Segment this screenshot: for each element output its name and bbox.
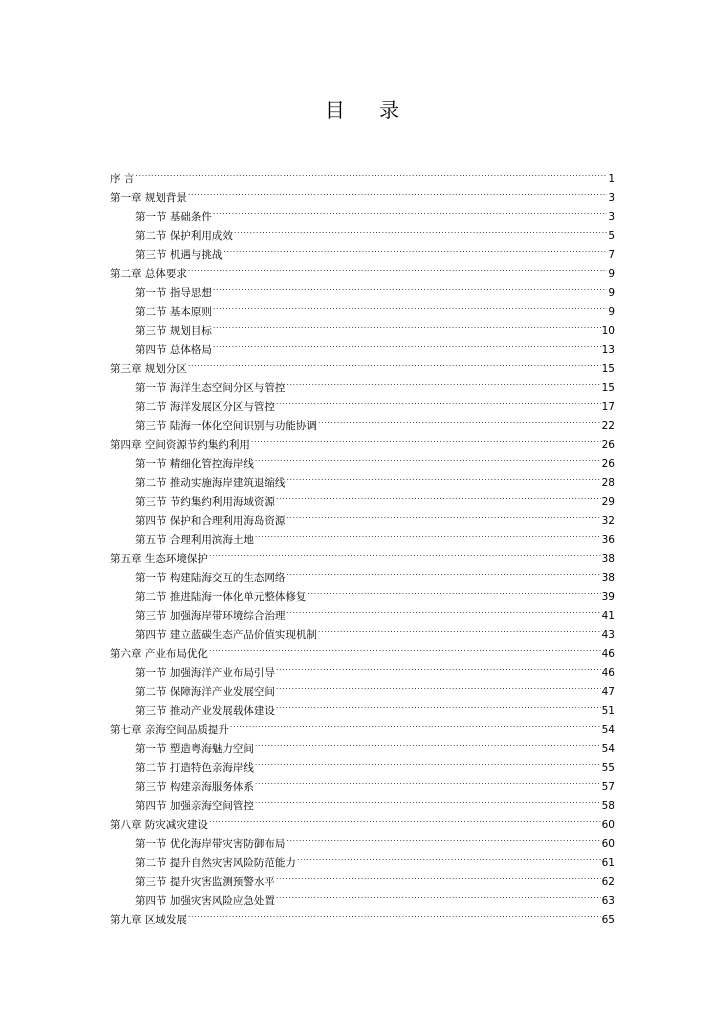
toc-entry-label: 第一节 精细化管控海岸线 (135, 458, 254, 470)
toc-entry-label: 第三节 规划目标 (135, 325, 212, 337)
toc-entry-label: 第四节 加强亲海空间管控 (135, 800, 254, 812)
toc-page-number: 46 (601, 648, 615, 660)
toc-dot-leader (188, 904, 601, 923)
toc-page-number: 39 (601, 591, 615, 603)
toc-entry-label: 第三节 构建亲海服务体系 (135, 781, 254, 793)
toc-entry-label: 第一节 优化海岸带灾害防御布局 (135, 838, 286, 850)
toc-dot-leader (286, 467, 600, 486)
toc-entry-label: 第二节 海洋发展区分区与管控 (135, 401, 275, 413)
toc-page-number: 3 (608, 192, 615, 204)
toc-entry-label: 第四节 加强灾害风险应急处置 (135, 895, 275, 907)
toc-dot-leader (209, 543, 601, 562)
toc-page-number: 55 (601, 762, 615, 774)
toc-dot-leader (188, 353, 601, 372)
toc-dot-leader (276, 676, 601, 695)
toc-dot-leader (255, 524, 601, 543)
toc-dot-leader (213, 296, 607, 315)
toc-dot-leader (234, 220, 607, 239)
toc-chapter-entry[interactable] (110, 163, 615, 185)
toc-dot-leader (276, 486, 601, 505)
toc-page-number: 9 (608, 287, 615, 299)
toc-page-number: 26 (601, 458, 615, 470)
toc-dot-leader (307, 581, 600, 600)
toc-page-number: 15 (601, 382, 615, 394)
toc-entry-label: 第九章 区域发展 (110, 914, 187, 926)
toc-dot-leader (297, 847, 601, 866)
toc-dot-leader (209, 809, 601, 828)
toc-page-number: 7 (608, 249, 615, 261)
toc-page-number: 17 (601, 401, 615, 413)
toc-entry-label: 第三节 机遇与挑战 (135, 249, 223, 261)
toc-page-number: 61 (601, 857, 615, 869)
toc-dot-leader (213, 201, 607, 220)
toc-dot-leader (318, 410, 601, 429)
toc-dot-leader (286, 372, 600, 391)
toc-page-number: 47 (601, 686, 615, 698)
toc-dot-leader (135, 163, 607, 182)
toc-dot-leader (255, 790, 601, 809)
toc-dot-leader (255, 733, 601, 752)
toc-dot-leader (286, 600, 600, 619)
toc-page-number: 46 (601, 667, 615, 679)
toc-page-number: 54 (601, 743, 615, 755)
toc-page-number: 62 (601, 876, 615, 888)
toc-page-number: 38 (601, 572, 615, 584)
toc-entry-label: 第一节 构建陆海交互的生态网络 (135, 572, 286, 584)
toc-entry-label: 第一节 海洋生态空间分区与管控 (135, 382, 286, 394)
toc-page-number: 54 (601, 724, 615, 736)
toc-entry-label: 第六章 产业布局优化 (110, 648, 208, 660)
toc-dot-leader (276, 391, 601, 410)
toc-page-number: 57 (601, 781, 615, 793)
toc-entry-label: 第四节 保护和合理利用海岛资源 (135, 515, 286, 527)
toc-entry-label: 第三节 节约集约利用海域资源 (135, 496, 275, 508)
toc-dot-leader (213, 277, 607, 296)
toc-chapter-entry[interactable] (110, 182, 615, 204)
toc-entry-label: 第一节 加强海洋产业布局引导 (135, 667, 275, 679)
toc-entry-label: 第二章 总体要求 (110, 268, 187, 280)
toc-page-number: 3 (608, 211, 615, 223)
toc-entry-label: 第一章 规划背景 (110, 192, 187, 204)
toc-entry-label: 第二节 打造特色亲海岸线 (135, 762, 254, 774)
toc-entry-label: 序 言 (110, 173, 135, 185)
toc-entry-label: 第八章 防灾减灾建设 (110, 819, 208, 831)
toc-page-number: 5 (608, 230, 615, 242)
toc-dot-leader (188, 182, 607, 201)
toc-page-number: 29 (601, 496, 615, 508)
toc-page-number: 65 (601, 914, 615, 926)
toc-page-number: 13 (601, 344, 615, 356)
toc-page-number: 60 (601, 819, 615, 831)
toc-page-number: 38 (601, 553, 615, 565)
toc-dot-leader (276, 657, 601, 676)
toc-entry-label: 第五章 生态环境保护 (110, 553, 208, 565)
page-title: 目 录 (324, 98, 414, 122)
toc-page-number: 60 (601, 838, 615, 850)
toc-dot-leader (255, 771, 601, 790)
toc-entry-label: 第五节 合理利用滨海土地 (135, 534, 254, 546)
toc-entry-label: 第二节 保护利用成效 (135, 230, 233, 242)
toc-page-number: 9 (608, 268, 615, 280)
toc-dot-leader (286, 828, 600, 847)
toc-dot-leader (223, 239, 607, 258)
toc-page-number: 28 (601, 477, 615, 489)
toc-dot-leader (255, 448, 601, 467)
toc-dot-leader (286, 562, 600, 581)
toc-dot-leader (188, 258, 607, 277)
toc-dot-leader (318, 619, 601, 638)
toc-entry-label: 第二节 推进陆海一体化单元整体修复 (135, 591, 307, 603)
toc-entry-label: 第一节 指导思想 (135, 287, 212, 299)
toc-page-number: 26 (601, 439, 615, 451)
toc-page-number: 41 (601, 610, 615, 622)
toc-page-number: 10 (601, 325, 615, 337)
table-of-contents (110, 163, 615, 926)
toc-dot-leader (251, 429, 601, 448)
toc-dot-leader (276, 866, 601, 885)
toc-dot-leader (213, 315, 601, 334)
toc-page-number: 22 (601, 420, 615, 432)
toc-entry-label: 第四节 总体格局 (135, 344, 212, 356)
toc-page-number: 63 (601, 895, 615, 907)
toc-page-number: 51 (601, 705, 615, 717)
toc-page-number: 1 (608, 173, 615, 185)
toc-dot-leader (213, 334, 601, 353)
toc-entry-label: 第一节 塑造粤海魅力空间 (135, 743, 254, 755)
toc-entry-label: 第二节 保障海洋产业发展空间 (135, 686, 275, 698)
toc-page-number: 58 (601, 800, 615, 812)
toc-entry-label: 第三节 加强海岸带环境综合治理 (135, 610, 286, 622)
toc-dot-leader (286, 505, 600, 524)
toc-entry-label: 第三节 陆海一体化空间识别与功能协调 (135, 420, 317, 432)
toc-entry-label: 第七章 亲海空间品质提升 (110, 724, 229, 736)
toc-page-number: 9 (608, 306, 615, 318)
toc-entry-label: 第四章 空间资源节约集约利用 (110, 439, 250, 451)
toc-dot-leader (209, 638, 601, 657)
toc-entry-label: 第二节 提升自然灾害风险防范能力 (135, 857, 296, 869)
toc-entry-label: 第三章 规划分区 (110, 363, 187, 375)
toc-entry-label: 第四节 建立蓝碳生态产品价值实现机制 (135, 629, 317, 641)
toc-page-number: 15 (601, 363, 615, 375)
toc-entry-label: 第一节 基础条件 (135, 211, 212, 223)
toc-entry-label: 第三节 提升灾害监测预警水平 (135, 876, 275, 888)
toc-entry-label: 第二节 推动实施海岸建筑退缩线 (135, 477, 286, 489)
toc-dot-leader (276, 695, 601, 714)
toc-entry-label: 第二节 基本原则 (135, 306, 212, 318)
toc-dot-leader (255, 752, 601, 771)
toc-dot-leader (230, 714, 601, 733)
toc-dot-leader (276, 885, 601, 904)
toc-page-number: 43 (601, 629, 615, 641)
toc-page-number: 36 (601, 534, 615, 546)
toc-entry-label: 第三节 推动产业发展载体建设 (135, 705, 275, 717)
toc-page-number: 32 (601, 515, 615, 527)
